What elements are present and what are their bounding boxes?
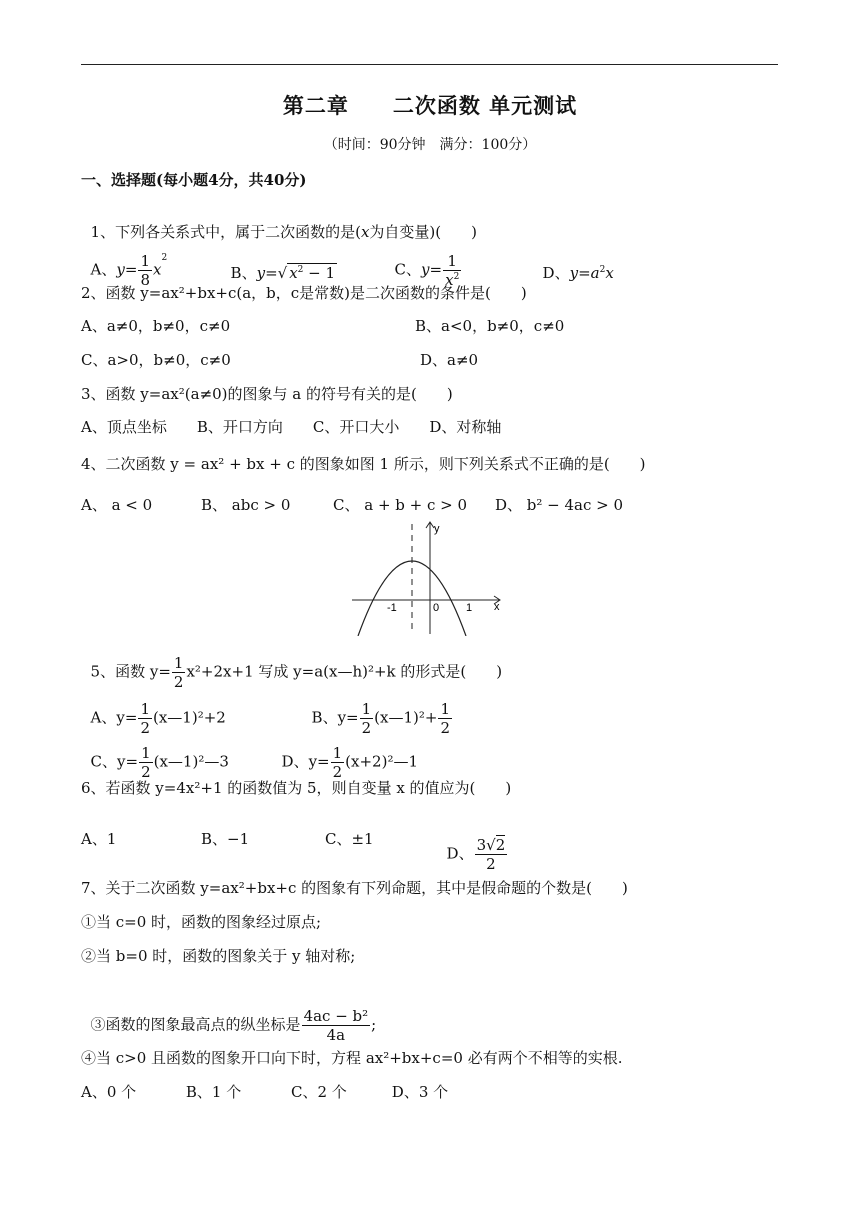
question-5-option-d: D、y= $\frac{1}{2}$ (x+2)²—1: [281, 744, 419, 781]
fraction: $\frac{1}{2}$: [173, 654, 184, 691]
question-2-option-c: C、a>0，b≠0，c≠0: [81, 351, 231, 369]
question-2-option-d: D、a≠0: [420, 351, 479, 369]
question-6-option-a: A、1: [81, 830, 117, 848]
fraction: $\frac{\text{4ac − b²}}{4a}$: [303, 1007, 369, 1044]
fraction: $\frac{3√2}{2}$: [476, 836, 506, 873]
question-4-option-d: D、 b² − 4ac > 0: [495, 496, 624, 514]
fraction: $\frac{1}{2}$: [141, 744, 151, 781]
fraction: $\frac{1}{2}$: [440, 700, 451, 737]
fraction: $\frac{1}{2}$: [361, 700, 372, 737]
question-7-item-3: ③函数的图象最高点的纵坐标是 $\frac{\text{4ac − b²}}{4a}$ ;: [90, 1007, 377, 1044]
question-2-stem: 2、函数 y=ax²+bx+c(a，b，c是常数)是二次函数的条件是( ): [81, 284, 527, 302]
question-5-option-c: C、y= $\frac{1}{2}$ (x—1)²—3: [90, 744, 229, 781]
question-3-stem: 3、函数 y=ax²(a≠0)的图象与 a 的符号有关的是( ): [81, 385, 453, 403]
question-4-option-a: A、 a < 0: [81, 496, 153, 514]
x-axis-label: x: [494, 601, 500, 613]
top-rule: [81, 64, 778, 65]
question-6-option-c: C、±1: [325, 830, 374, 848]
question-7-item-4: ④当 c>0 且函数的图象开口向下时，方程 ax²+bx+c=0 必有两个不相等的实根.: [81, 1049, 623, 1067]
question-1-option-a: A、y= $\frac{1}{8}$ $x^2$: [90, 252, 168, 289]
fraction: $\frac{1}{x^2}$: [445, 252, 460, 289]
question-4-stem: 4、二次函数 y = ax² + bx + c 的图象如图 1 所示，则下列关系式不正确的是( ): [81, 455, 646, 473]
question-3-options: A、顶点坐标 B、开口方向 C、开口大小 D、对称轴: [81, 418, 502, 436]
question-6-option-d: D、 $\frac{3√2}{2}$: [446, 836, 506, 873]
question-6-stem: 6、若函数 y=4x²+1 的函数值为 5，则自变量 x 的值应为( ): [81, 779, 512, 797]
exam-info: （时间：90分钟 满分：100分）: [323, 137, 537, 153]
question-4-option-b: B、 abc > 0: [201, 496, 291, 514]
question-1-stem: 1、下列各关系式中，属于二次函数的是(x为自变量)( ): [90, 223, 477, 241]
question-1-option-c: C、y= $\frac{1}{x^2}$: [394, 252, 460, 289]
section-heading: 一、选择题(每小题4分，共40分): [81, 171, 307, 189]
tick-label-minus-1: -1: [387, 602, 397, 614]
fraction: $\frac{1}{2}$: [140, 700, 150, 737]
question-5-option-b: B、y= $\frac{1}{2}$ (x—1)²+ $\frac{1}{2}$: [311, 700, 451, 737]
origin-label: 0: [433, 602, 440, 614]
question-2-option-b: B、a<0，b≠0，c≠0: [415, 317, 565, 335]
question-7-stem: 7、关于二次函数 y=ax²+bx+c 的图象有下列命题，其中是假命题的个数是( ): [81, 879, 628, 897]
fraction: $\frac{1}{2}$: [332, 744, 343, 781]
radical: $x^2 - 1$: [289, 264, 336, 282]
question-7-item-1: ①当 c=0 时，函数的图象经过原点;: [81, 913, 322, 931]
parabola-graph: [344, 518, 514, 636]
y-axis-label: y: [434, 523, 440, 535]
tick-label-1: 1: [466, 602, 473, 614]
question-2-option-a: A、a≠0，b≠0，c≠0: [81, 317, 231, 335]
question-5-stem: 5、函数 y= $\frac{1}{2}$ x²+2x+1 写成 y=a(x—h)²+k 的形式是( ): [90, 654, 503, 691]
question-7-options: A、0 个 B、1 个 C、2 个 D、3 个: [81, 1083, 449, 1101]
question-1-option-b: B、y=√ $x^2 - 1$: [230, 264, 336, 282]
question-1-option-d: D、$y=a^2x$: [542, 264, 614, 282]
fraction: $\frac{1}{8}$: [140, 252, 150, 289]
question-4-option-c: C、 a + b + c > 0: [333, 496, 468, 514]
question-6-option-b: B、−1: [201, 830, 250, 848]
page-title: 第二章 二次函数 单元测试: [282, 93, 578, 118]
question-5-option-a: A、y= $\frac{1}{2}$ (x—1)²+2: [90, 700, 226, 737]
question-7-item-2: ②当 b=0 时，函数的图象关于 y 轴对称;: [81, 947, 356, 965]
